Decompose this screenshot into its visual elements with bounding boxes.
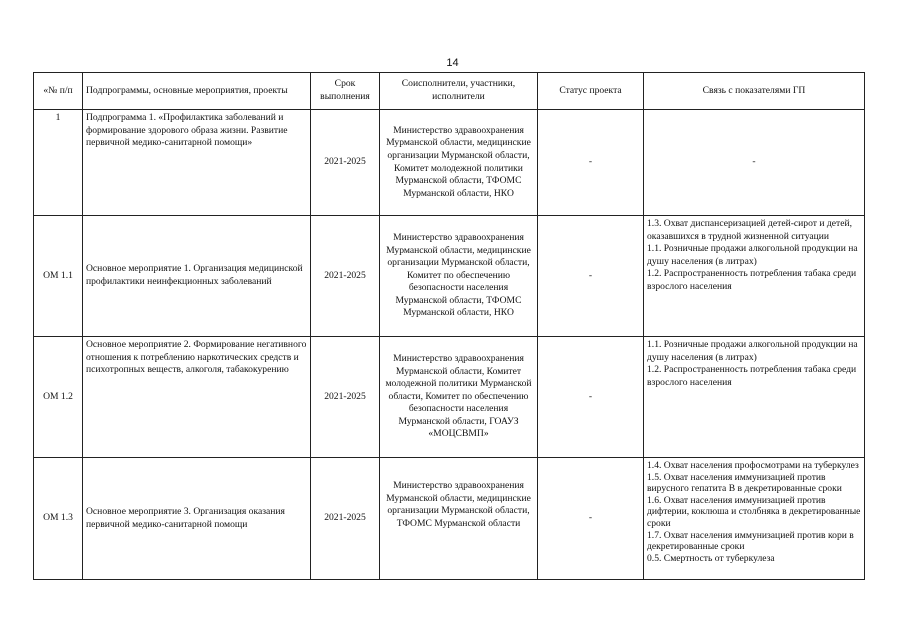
row-link-item: 1.4. Охват населения профосмотрами на туберкулез	[647, 460, 859, 471]
header-term: Срок выполнения	[311, 73, 380, 110]
row-executors: Министерство здравоохранения Мурманской области, медицинские организации Мурманской области, ТФОМС Мурманской области	[380, 458, 538, 580]
row-executors: Министерство здравоохранения Мурманской области, медицинские организации Мурманской области, Комитет молодежной политики Мурманской области, ТФОМС Мурманской области, НКО	[380, 110, 538, 216]
row-num: 1	[34, 110, 83, 216]
row-status: -	[538, 337, 644, 458]
row-link	[644, 110, 865, 216]
row-status: -	[538, 458, 644, 580]
header-status: Статус проекта	[538, 73, 644, 110]
program-table	[33, 72, 865, 580]
row-link-item: 1.2. Распространенность потребления табака среди взрослого населения	[647, 364, 857, 388]
table-row	[34, 216, 865, 337]
row-num: ОМ 1.1	[34, 216, 83, 337]
row-link-item: -	[752, 156, 756, 168]
row-link-item: 1.1. Розничные продажи алкогольной продукции на душу населения (в литрах)	[647, 339, 858, 363]
page-number: 14	[446, 57, 459, 69]
table-header-row	[34, 73, 865, 110]
row-program: Основное мероприятие 2. Формирование негативного отношения к потреблению наркотических средств и психотропных веществ, алкоголя, табакокурению	[83, 337, 311, 458]
row-status: -	[538, 110, 644, 216]
row-link	[644, 337, 865, 458]
row-term: 2021-2025	[311, 337, 380, 458]
header-executors: Соисполнители, участники, исполнители	[380, 73, 538, 110]
row-link-item: 1.5. Охват населения иммунизацией против вирусного гепатита В в декретированные сроки	[647, 471, 842, 495]
table-row	[34, 337, 865, 458]
row-executors: Министерство здравоохранения Мурманской области, Комитет молодежной политики Мурманской области, Комитет по обеспечению безопасности населения Мурманской области, ГОАУЗ «МОЦСВМП»	[380, 337, 538, 458]
row-status: -	[538, 216, 644, 337]
row-link-item: 1.3. Охват диспансеризацией детей-сирот и детей, оказавшихся в трудной жизненной ситуации	[647, 218, 853, 242]
row-term: 2021-2025	[311, 458, 380, 580]
row-link	[644, 458, 865, 580]
header-num: «№ п/п	[34, 73, 83, 110]
row-link	[644, 216, 865, 337]
row-program: Основное мероприятие 1. Организация медицинской профилактики неинфекционных заболеваний	[83, 216, 311, 337]
table-row	[34, 458, 865, 580]
row-term: 2021-2025	[311, 216, 380, 337]
row-link-item: 1.1. Розничные продажи алкогольной продукции на душу населения (в литрах)	[647, 243, 858, 267]
row-num: ОМ 1.2	[34, 337, 83, 458]
row-program: Основное мероприятие 3. Организация оказания первичной медико-санитарной помощи	[83, 458, 311, 580]
header-programs: Подпрограммы, основные мероприятия, проекты	[83, 73, 311, 110]
row-link-item: 1.6. Охват населения иммунизацией против дифтерии, коклюша и столбняка в декретированные сроки	[647, 494, 861, 529]
table-row	[34, 110, 865, 216]
header-link: Связь с показателями ГП	[644, 73, 865, 110]
row-executors: Министерство здравоохранения Мурманской области, медицинские организации Мурманской области, Комитет по обеспечению безопасности населения Мурманской области, ТФОМС Мурманской области, НКО	[380, 216, 538, 337]
row-num: ОМ 1.3	[34, 458, 83, 580]
row-link-item: 1.2. Распространенность потребления табака среди взрослого населения	[647, 268, 857, 292]
row-program: Подпрограмма 1. «Профилактика заболеваний и формирование здорового образа жизни. Развитие первичной медико-санитарной помощи»	[83, 110, 311, 216]
row-term: 2021-2025	[311, 110, 380, 216]
row-link-item: 0.5. Смертность от туберкулеза	[647, 552, 775, 564]
row-link-item: 1.7. Охват населения иммунизацией против кори в декретированные сроки	[647, 529, 854, 553]
